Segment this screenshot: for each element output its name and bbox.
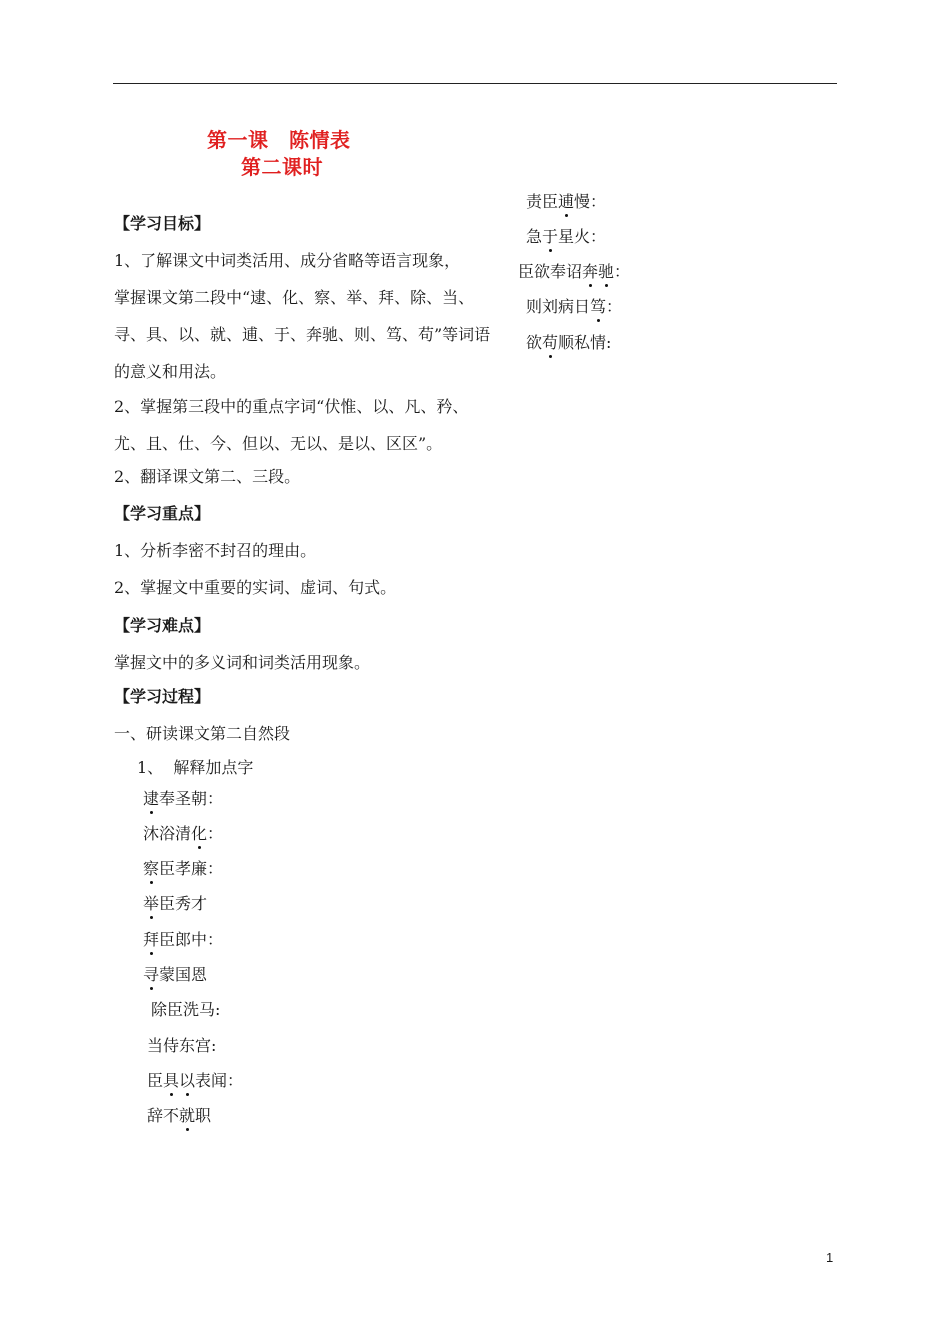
difficulty-heading: 【学习难点】 — [114, 616, 211, 635]
focus-line: 1、分析李密不封召的理由。 — [114, 541, 317, 560]
goals-line: 掌握课文第二段中“逮、化、察、举、拜、除、当、 — [114, 288, 475, 307]
dotted-word-item: 察臣孝廉： — [143, 859, 224, 878]
dotted-word-item: 沐浴清化： — [143, 824, 224, 843]
dotted-word-item: 寻蒙国恩 — [143, 965, 208, 984]
dotted-word-item: 辞不就职 — [147, 1106, 212, 1125]
page-number: 1 — [826, 1250, 834, 1265]
process-heading: 【学习过程】 — [114, 687, 211, 706]
lesson-subtitle: 第二课时 — [241, 155, 323, 179]
dotted-word-item: 责臣逋慢： — [526, 192, 607, 211]
lesson-title: 第一课 陈情表 — [207, 128, 351, 152]
header-rule — [113, 83, 837, 84]
process-subsection: 1、 解释加点字 — [137, 758, 254, 777]
goals-line: 寻、具、以、就、逋、于、奔驰、则、笃、苟”等词语 — [114, 325, 491, 344]
goals-line: 的意义和用法。 — [114, 362, 227, 381]
dotted-word-item: 当侍东宫: — [147, 1036, 217, 1055]
goals-line: 1、了解课文中词类活用、成分省略等语言现象， — [114, 251, 461, 270]
focus-heading: 【学习重点】 — [114, 504, 211, 523]
dotted-word-item: 急于星火： — [526, 227, 607, 246]
dotted-word-item: 除臣洗马: — [151, 1000, 221, 1019]
goals-line: 2、翻译课文第二、三段。 — [114, 467, 301, 486]
focus-line: 2、掌握文中重要的实词、虚词、句式。 — [114, 578, 397, 597]
dotted-word-item: 则刘病日笃： — [526, 297, 623, 316]
dotted-word-item: 欲苟顺私情: — [526, 333, 612, 352]
dotted-word-item: 臣具以表闻： — [147, 1071, 244, 1090]
goals-line: 2、掌握第三段中的重点字词“伏惟、以、凡、矜、 — [114, 397, 469, 416]
dotted-word-item: 逮奉圣朝： — [143, 789, 224, 808]
goals-line: 尤、且、仕、今、但以、无以、是以、区区”。 — [114, 434, 443, 453]
goals-heading: 【学习目标】 — [114, 214, 211, 233]
dotted-word-item: 臣欲奉诏奔驰： — [518, 262, 631, 281]
process-section: 一、研读课文第二自然段 — [114, 724, 291, 743]
dotted-word-item: 拜臣郎中： — [143, 930, 224, 949]
dotted-word-item: 举臣秀才 — [143, 894, 208, 913]
difficulty-line: 掌握文中的多义词和词类活用现象。 — [114, 653, 371, 672]
